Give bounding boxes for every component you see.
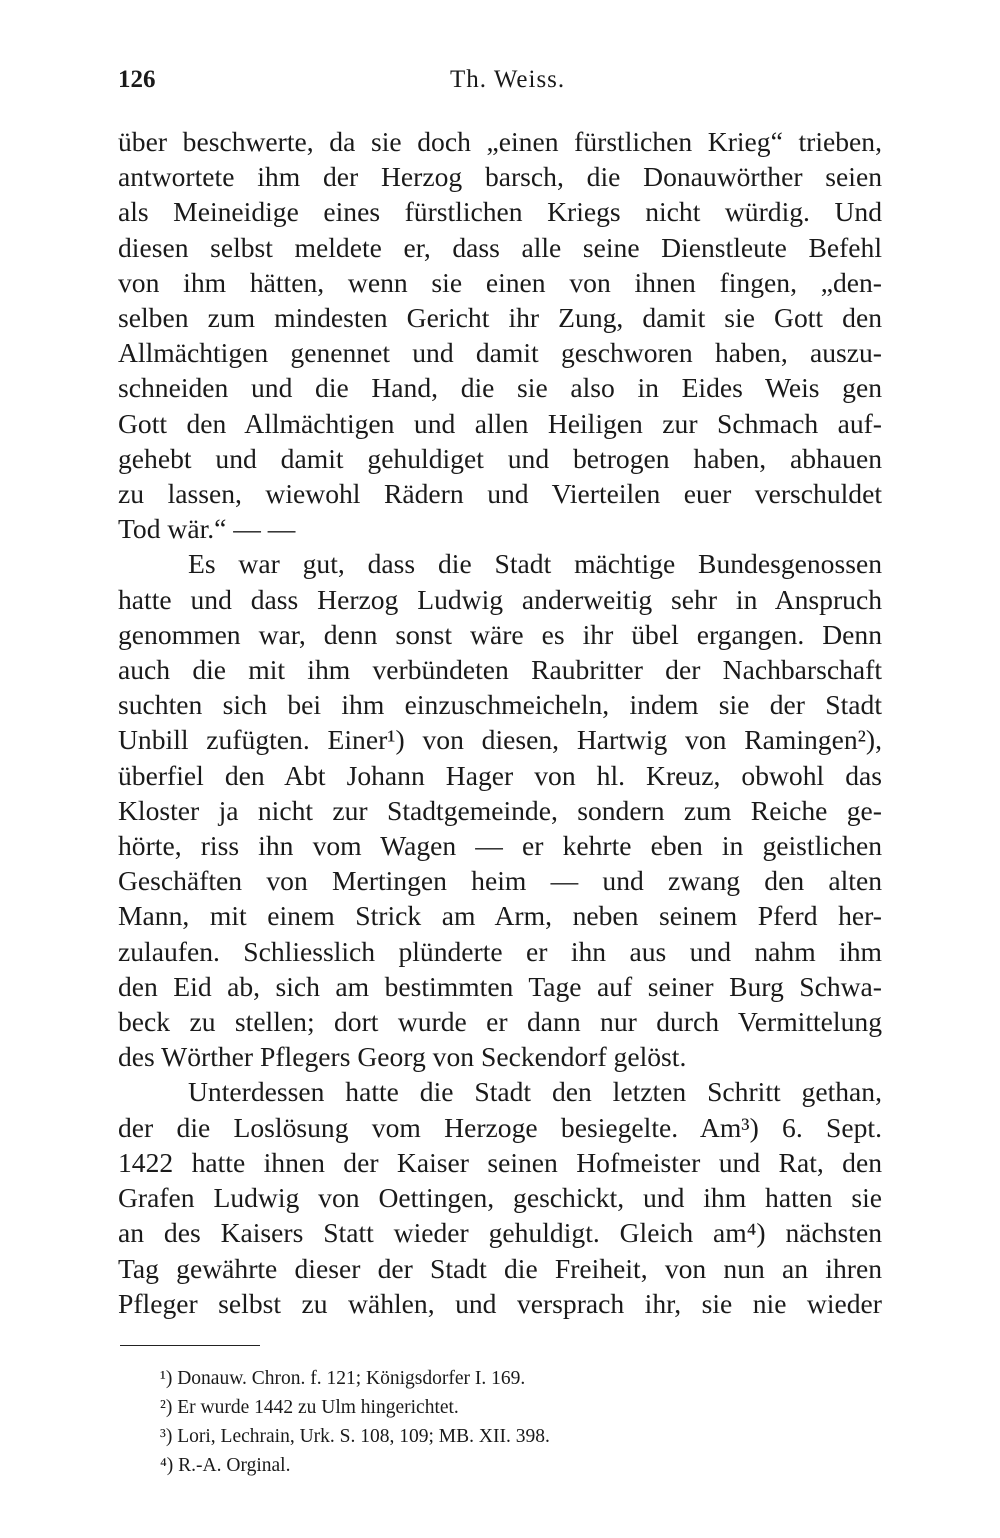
paragraph [118, 546, 882, 1074]
text-line: überfiel den Abt Johann Hager von hl. Kreuz, obwohl das [118, 759, 882, 791]
paragraph [118, 1074, 882, 1320]
footnote: ³) Lori, Lechrain, Urk. S. 108, 109; MB. XII. 398. [160, 1425, 550, 1447]
text-line: Tag gewährte dieser der Stadt die Freiheit, von nun an ihren [118, 1252, 882, 1284]
text-line: genommen war, denn sonst wäre es ihr übel ergangen. Denn [118, 618, 882, 650]
text-line: von ihm hätten, wenn sie einen von ihnen fingen, „den- [118, 266, 882, 298]
footnotes [118, 1364, 882, 1480]
paragraph [118, 124, 882, 546]
running-head: Th. Weiss. [450, 66, 566, 93]
text-line: des Wörther Pflegers Georg von Seckendorf gelöst. [118, 1041, 687, 1073]
text-line: suchten sich bei ihm einzuschmeicheln, indem sie der Stadt [118, 689, 882, 721]
text-line: über beschwerte, da sie doch „einen fürstlichen Krieg“ trieben, [118, 126, 882, 157]
text-line: auch die mit ihm verbündeten Raubritter der Nachbarschaft [118, 654, 882, 686]
text-line: Allmächtigen genennet und damit geschworen haben, auszu- [118, 337, 882, 369]
page-header [118, 58, 882, 98]
text-line: der die Loslösung vom Herzoge besiegelte. Am³) 6. Sept. [118, 1111, 882, 1143]
text-line: beck zu stellen; dort wurde er dann nur durch Vermittelung [118, 1006, 882, 1038]
body-text [118, 124, 882, 1321]
footnote-divider [120, 1345, 260, 1346]
book-page [118, 58, 882, 1480]
text-line: an des Kaisers Statt wieder gehuldigt. Gleich am⁴) nächsten [118, 1217, 882, 1249]
text-line: 1422 hatte ihnen der Kaiser seinen Hofmeister und Rat, den [118, 1146, 882, 1178]
text-line: als Meineidige eines fürstlichen Kriegs nicht würdig. Und [118, 196, 882, 228]
footnote: ²) Er wurde 1442 zu Ulm hingerichtet. [160, 1396, 459, 1418]
text-line: Mann, mit einem Strick am Arm, neben seinem Pferd her- [118, 900, 882, 932]
text-line: Es war gut, dass die Stadt mächtige Bundesgenossen [188, 548, 882, 580]
text-line: selben zum mindesten Gericht ihr Zung, damit sie Gott den [118, 302, 882, 334]
page-number: 126 [118, 66, 156, 93]
footnote: ¹) Donauw. Chron. f. 121; Königsdorfer I. 169. [160, 1367, 526, 1389]
footnote: ⁴) R.-A. Orginal. [160, 1454, 291, 1476]
text-line: zulaufen. Schliesslich plünderte er ihn aus und nahm ihm [118, 935, 882, 967]
text-line: Grafen Ludwig von Oettingen, geschickt, und ihm hatten sie [118, 1182, 882, 1214]
text-line: Kloster ja nicht zur Stadtgemeinde, sondern zum Reiche ge- [118, 794, 882, 826]
text-line: zu lassen, wiewohl Rädern und Vierteilen euer verschuldet [118, 478, 882, 510]
text-line: diesen selbst meldete er, dass alle seine Dienstleute Befehl [118, 231, 882, 263]
text-line: Unterdessen hatte die Stadt den letzten Schritt gethan, [188, 1076, 882, 1108]
text-line: gehebt und damit gehuldiget und betrogen haben, abhauen [118, 442, 882, 474]
text-line: den Eid ab, sich am bestimmten Tage auf seiner Burg Schwa- [118, 970, 882, 1002]
text-line: hatte und dass Herzog Ludwig anderweitig sehr in Anspruch [118, 583, 882, 615]
text-line: Unbill zufügten. Einer¹) von diesen, Hartwig von Ramingen²), [118, 724, 882, 756]
text-line: Pfleger selbst zu wählen, und versprach ihr, sie nie wieder [118, 1287, 882, 1319]
text-line: Tod wär.“ — — [118, 513, 296, 545]
text-line: antwortete ihm der Herzog barsch, die Donauwörther seien [118, 161, 882, 193]
text-line: schneiden und die Hand, die sie also in Eides Weis gen [118, 372, 882, 404]
text-line: hörte, riss ihn vom Wagen — er kehrte eben in geistlichen [118, 830, 882, 862]
text-line: Geschäften von Mertingen heim — und zwang den alten [118, 865, 882, 897]
text-line: Gott den Allmächtigen und allen Heiligen zur Schmach auf- [118, 407, 882, 439]
